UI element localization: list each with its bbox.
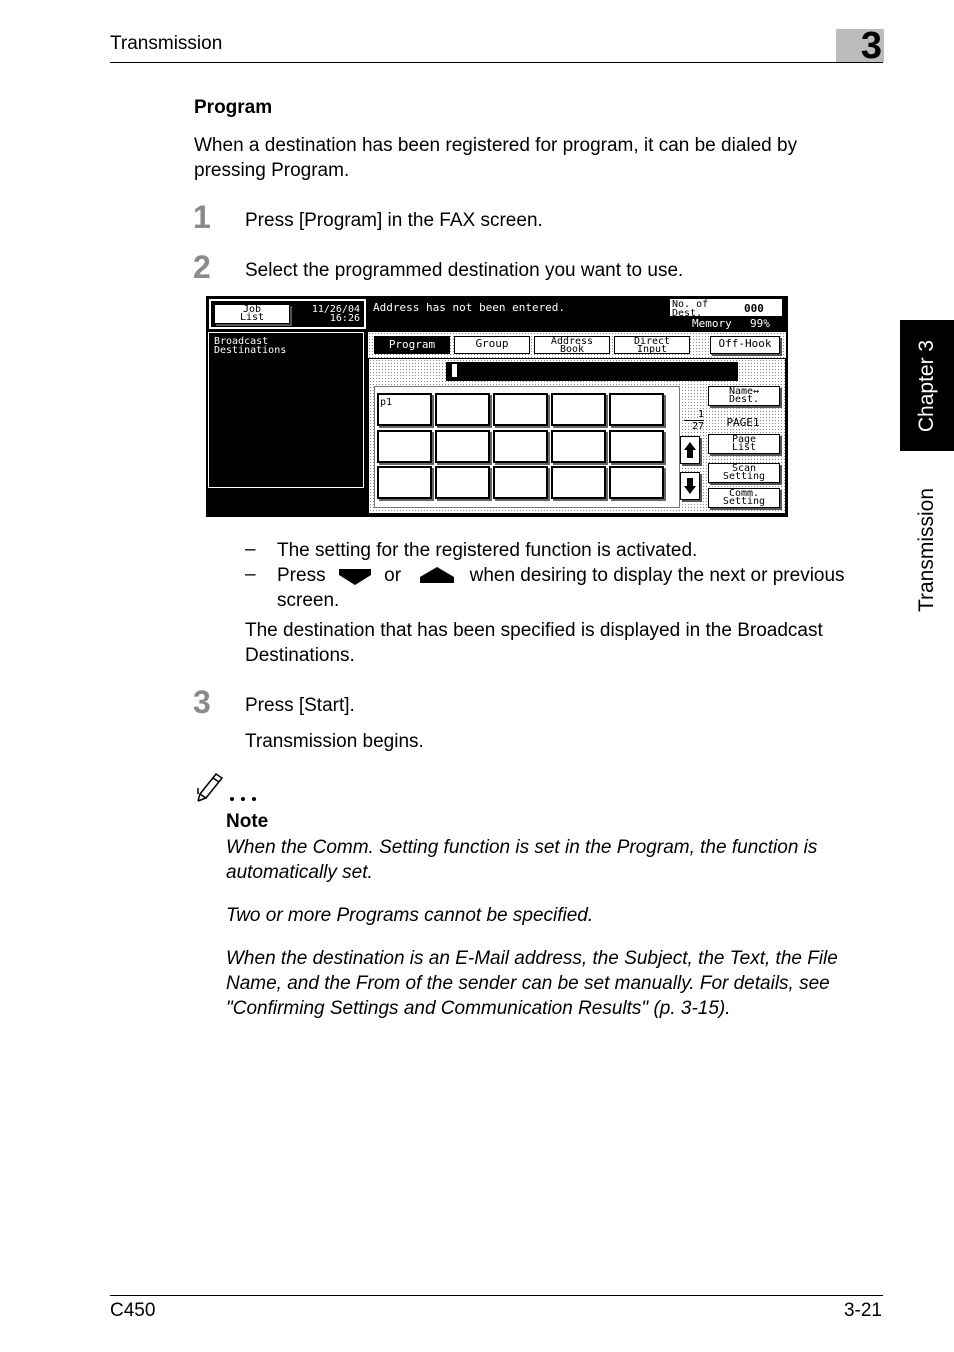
step-text: Select the programmed destination you want to use. — [245, 260, 684, 281]
page-indicator: 1 27 — [684, 410, 704, 431]
header-rule — [110, 62, 883, 63]
tab-direct-input[interactable]: Direct Input — [614, 336, 690, 354]
note-paragraph: When the Comm. Setting function is set in the Program, the function is automatically set. — [226, 837, 818, 883]
footer-page-number: 3-21 — [843, 1300, 882, 1321]
bullet-text: Press or when desiring to display the next or previous — [277, 565, 845, 586]
comm-setting-button[interactable]: Comm. Setting — [708, 488, 780, 508]
program-key[interactable]: p1 — [377, 393, 432, 426]
step-number: 3 — [193, 684, 211, 720]
page-list-button[interactable]: Page List — [708, 434, 780, 454]
name-dest-toggle-button[interactable]: Name↔ Dest. — [708, 386, 780, 406]
program-key[interactable] — [435, 393, 490, 426]
step-text: Press [Start]. — [245, 695, 355, 716]
tab-group[interactable]: Group — [454, 336, 530, 354]
destination-entry-field[interactable] — [446, 362, 738, 381]
program-key[interactable] — [435, 430, 490, 463]
bullet-text: The setting for the registered function is activated. — [277, 540, 698, 561]
memory-value: 99% — [750, 317, 770, 330]
scroll-down-button[interactable] — [680, 472, 700, 500]
header-section-title: Transmission — [110, 33, 223, 54]
bullet-dash: – — [245, 539, 256, 560]
off-hook-button[interactable]: Off-Hook — [710, 336, 780, 354]
screen-message: Address has not been entered. — [373, 301, 566, 314]
program-key[interactable] — [435, 466, 490, 499]
fax-screen-capture — [206, 296, 788, 517]
program-key[interactable] — [377, 466, 432, 499]
down-arrow-key-icon — [337, 565, 373, 587]
program-key[interactable] — [493, 430, 548, 463]
broadcast-destinations-label: Broadcast Destinations — [214, 336, 287, 356]
intro-paragraph: When a destination has been registered for program, it can be dialed by pressing Program. — [194, 135, 798, 181]
program-key[interactable] — [609, 393, 664, 426]
bullet-dash: – — [245, 564, 256, 585]
note-title: Note — [226, 811, 269, 832]
step3-result: Transmission begins. — [245, 731, 424, 752]
chapter-number: 3 — [860, 25, 882, 67]
arrow-down-icon — [681, 473, 699, 499]
note-paragraph: When the destination is an E-Mail address, the Subject, the Text, the File Name, and the From of the sender can be set manually. For details, see "Confirming Settings and Communication Results" (p. 3-15). — [226, 948, 838, 1019]
arrow-up-icon — [681, 437, 699, 463]
page-label: PAGE1 — [726, 416, 760, 429]
program-key[interactable] — [551, 466, 606, 499]
program-key[interactable] — [609, 466, 664, 499]
program-key[interactable] — [493, 393, 548, 426]
section-side-tab-label: Transmission — [915, 487, 938, 613]
step2-result: The destination that has been specified is displayed in the Broadcast Destinations. — [245, 620, 823, 666]
memory-label: Memory — [692, 317, 732, 330]
step-number: 1 — [193, 199, 211, 235]
no-of-dest-label: No. of Dest. — [672, 299, 709, 319]
screen-datetime: 11/26/04 16:26 — [311, 304, 360, 324]
program-key[interactable] — [609, 430, 664, 463]
up-arrow-key-icon — [418, 565, 456, 587]
footer-rule — [110, 1295, 883, 1296]
chapter-side-tab-label: Chapter 3 — [915, 339, 938, 432]
note-paragraph: Two or more Programs cannot be specified. — [226, 905, 594, 926]
program-key[interactable] — [551, 393, 606, 426]
scan-setting-button[interactable]: Scan Setting — [708, 463, 780, 483]
program-key[interactable] — [551, 430, 606, 463]
note-pencil-icon — [196, 768, 262, 804]
tab-program[interactable]: Program — [374, 336, 450, 354]
tab-address-book[interactable]: Address Book — [534, 336, 610, 354]
text-cursor — [452, 364, 457, 377]
program-key[interactable] — [377, 430, 432, 463]
scroll-up-button[interactable] — [680, 436, 700, 464]
step-number: 2 — [193, 249, 211, 285]
footer-model: C450 — [110, 1300, 156, 1321]
dest-count: 000 — [744, 302, 764, 315]
program-key[interactable] — [493, 466, 548, 499]
job-list-button[interactable]: Job List — [214, 304, 290, 324]
section-heading: Program — [194, 97, 273, 118]
step-text: Press [Program] in the FAX screen. — [245, 210, 543, 231]
bullet-text-cont: screen. — [277, 590, 340, 611]
